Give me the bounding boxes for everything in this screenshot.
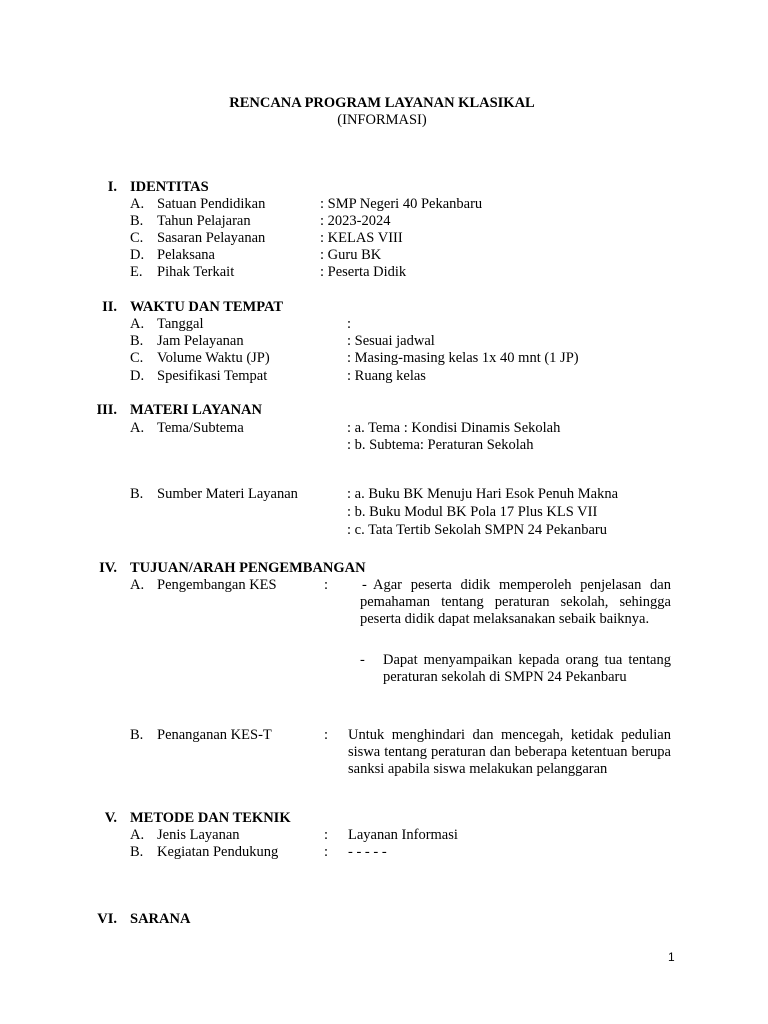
item-letter: E. (130, 264, 143, 280)
bullet: - (360, 652, 365, 668)
item-letter: C. (130, 350, 144, 366)
section-heading: MATERI LAYANAN (130, 402, 263, 418)
item-letter: A. (130, 577, 145, 593)
item-letter: A. (130, 420, 145, 436)
item-value: : c. Tata Tertib Sekolah SMPN 24 Pekanbaru (347, 522, 608, 538)
item-value: : a. Buku BK Menuju Hari Esok Penuh Makna (347, 486, 619, 502)
item-label: Satuan Pendidikan (157, 196, 266, 212)
item-label: Sasaran Pelayanan (157, 230, 266, 246)
item-label: Kegiatan Pendukung (157, 844, 279, 860)
item-label: Pengembangan KES (157, 577, 277, 593)
item-letter: B. (130, 213, 144, 229)
item-value: : KELAS VIII (320, 230, 403, 246)
item-value: : (347, 316, 352, 332)
section-number: III. (96, 402, 117, 418)
section-heading: WAKTU DAN TEMPAT (130, 299, 284, 315)
item-value: : 2023-2024 (320, 213, 391, 229)
bullet-text: Dapat menyampaikan kepada orang tua tentang peraturan sekolah di SMPN 24 Pekanbaru (383, 652, 671, 685)
section-number: I. (107, 179, 117, 195)
item-colon: : (324, 577, 329, 593)
item-value: : SMP Negeri 40 Pekanbaru (320, 196, 483, 212)
item-label: Tema/Subtema (157, 420, 244, 436)
item-label: Tahun Pelajaran (157, 213, 251, 229)
item-value: Layanan Informasi (348, 827, 458, 843)
item-letter: C. (130, 230, 144, 246)
item-label: Penanganan KES-T (157, 727, 272, 743)
item-value: : Masing-masing kelas 1x 40 mnt (1 JP) (347, 350, 579, 366)
section-heading: SARANA (130, 911, 191, 927)
item-value: : Ruang kelas (347, 368, 426, 384)
item-colon: : (324, 827, 329, 843)
item-letter: D. (130, 247, 145, 263)
item-value: : b. Buku Modul BK Pola 17 Plus KLS VII (347, 504, 598, 520)
bullet-text: pemahaman tentang peraturan sekolah, sehingga peserta didik dapat melaksanakan sebaik baiknya. (360, 594, 671, 627)
item-value: : Peserta Didik (320, 264, 407, 280)
item-value: Untuk menghindari dan mencegah, ketidak pedulian siswa tentang peraturan dan beberapa ketentuan berupa sanksi apabila siswa melakukan pelanggaran (348, 727, 671, 777)
item-label: Jam Pelayanan (157, 333, 244, 349)
item-letter: A. (130, 316, 145, 332)
item-letter: B. (130, 333, 144, 349)
section-heading: METODE DAN TEKNIK (130, 810, 291, 826)
section-number: V. (104, 810, 117, 826)
section-number: IV. (99, 560, 117, 576)
item-value: : Sesuai jadwal (347, 333, 435, 349)
section-heading: IDENTITAS (130, 179, 209, 195)
section-number: VI. (97, 911, 117, 927)
document-subtitle: (INFORMASI) (337, 112, 427, 128)
item-letter: B. (130, 727, 144, 743)
item-colon: : (324, 844, 329, 860)
section-heading: TUJUAN/ARAH PENGEMBANGAN (130, 560, 366, 576)
document-title: RENCANA PROGRAM LAYANAN KLASIKAL (229, 95, 535, 111)
item-label: Spesifikasi Tempat (157, 368, 268, 384)
bullet-text-first-line: Agar peserta didik memperoleh penjelasan dan (373, 577, 671, 593)
item-label: Pihak Terkait (157, 264, 235, 280)
item-label: Sumber Materi Layanan (157, 486, 298, 502)
item-value: : Guru BK (320, 247, 382, 263)
item-label: Jenis Layanan (157, 827, 240, 843)
item-letter: A. (130, 827, 145, 843)
item-label: Volume Waktu (JP) (157, 350, 270, 366)
item-colon: : (324, 727, 329, 743)
bullet: - (362, 577, 367, 593)
item-letter: B. (130, 486, 144, 502)
item-letter: D. (130, 368, 145, 384)
item-value: : b. Subtema: Peraturan Sekolah (347, 437, 534, 453)
page-number: 1 (668, 950, 675, 964)
item-letter: A. (130, 196, 145, 212)
item-label: Pelaksana (157, 247, 215, 263)
item-label: Tanggal (157, 316, 204, 332)
item-letter: B. (130, 844, 144, 860)
item-value: : a. Tema : Kondisi Dinamis Sekolah (347, 420, 561, 436)
section-number: II. (102, 299, 117, 315)
item-value: - - - - - (348, 844, 387, 860)
